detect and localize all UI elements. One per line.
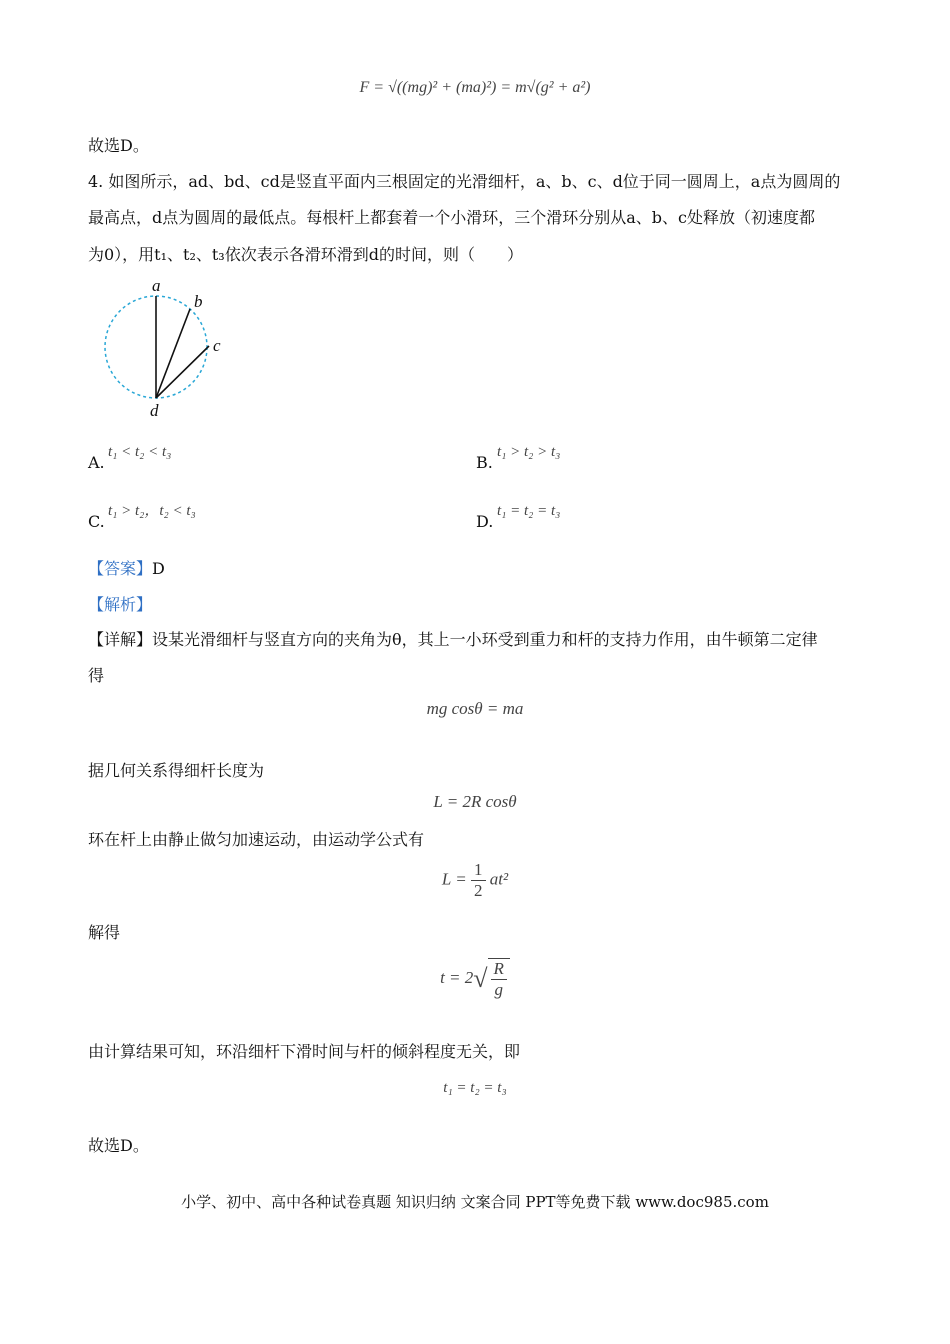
eq3-numerator: 1: [471, 860, 486, 881]
eq4-numerator: R: [491, 959, 507, 980]
equation-4: [0, 958, 950, 1000]
label-d: d: [150, 401, 159, 420]
eq4-fraction: [491, 959, 507, 1000]
option-b-math: t₁ > t₂ > t₃: [497, 444, 561, 460]
option-d-label: D.: [476, 512, 494, 531]
eq4-lhs: t = 2: [440, 967, 474, 987]
equation-5: t₁ = t₂ = t₃: [443, 1080, 507, 1096]
eq3-lhs: L =: [441, 869, 467, 889]
question-line-2: 最高点，d点为圆周的最低点。每根杆上都套着一个小滑环，三个滑环分别从a、b、c处释放（初速度都: [88, 208, 815, 227]
option-d-math: t₁ = t₂ = t₃: [497, 503, 561, 519]
answer-line: [88, 559, 165, 579]
option-a-label: A.: [88, 453, 105, 472]
label-b: b: [194, 292, 203, 311]
detail-line-1: [88, 630, 818, 650]
prev-conclusion: 故选D。: [88, 136, 149, 155]
equation-1: mg cosθ = ma: [426, 699, 524, 718]
option-b-label: B.: [476, 453, 493, 472]
top-formula: F = √((mg)² + (ma)²) = m√(g² + a²): [359, 79, 591, 96]
footer-text: 小学、初中、高中各种试卷真题 知识归纳 文案合同 PPT等免费下载 www.doc985.com: [181, 1193, 769, 1211]
circle-rods-figure: [98, 274, 238, 420]
result-text: 由计算结果可知，环沿细杆下滑时间与杆的倾斜程度无关，即: [88, 1042, 521, 1061]
kinematics-text: 环在杆上由静止做匀加速运动，由运动学公式有: [88, 830, 425, 849]
eq3-fraction: [471, 860, 486, 901]
answer-tag: 【答案】: [88, 559, 153, 578]
answer-value: D: [152, 559, 165, 578]
eq3-rhs: at²: [489, 869, 509, 889]
radical-sign: √: [473, 964, 488, 993]
equation-2: L = 2R cosθ: [433, 792, 517, 811]
option-a-math: t₁ < t₂ < t₃: [108, 444, 172, 460]
label-a: a: [152, 276, 161, 295]
label-c: c: [213, 336, 221, 355]
solve-text: 解得: [88, 923, 121, 942]
option-c-label: C.: [88, 512, 105, 531]
eq4-denominator: g: [494, 980, 503, 999]
question-line-1: 4. 如图所示，ad、bd、cd是竖直平面内三根固定的光滑细杆，a、b、c、d位于同一圆周上，a点为圆周的: [88, 172, 841, 191]
eq3-denominator: 2: [474, 881, 483, 900]
detail-tag: 【详解】: [88, 630, 153, 649]
analysis-tag: 【解析】: [88, 595, 153, 614]
detail-text-1: 设某光滑细杆与竖直方向的夹角为θ，其上一小环受到重力和杆的支持力作用，由牛顿第二定律: [152, 630, 818, 649]
equation-3: [0, 860, 950, 901]
geometry-text: 据几何关系得细杆长度为: [88, 761, 265, 780]
question-line-3: 为0），用t₁、t₂、t₃依次表示各滑环滑到d的时间，则（ ）: [88, 245, 523, 264]
rod-bd: [156, 309, 190, 398]
detail-line-2: 得: [88, 666, 105, 685]
final-conclusion: 故选D。: [88, 1136, 149, 1155]
option-c-math: t₁ > t₂，t₂ < t₃: [108, 503, 196, 519]
eq4-radicand: [488, 958, 510, 1000]
